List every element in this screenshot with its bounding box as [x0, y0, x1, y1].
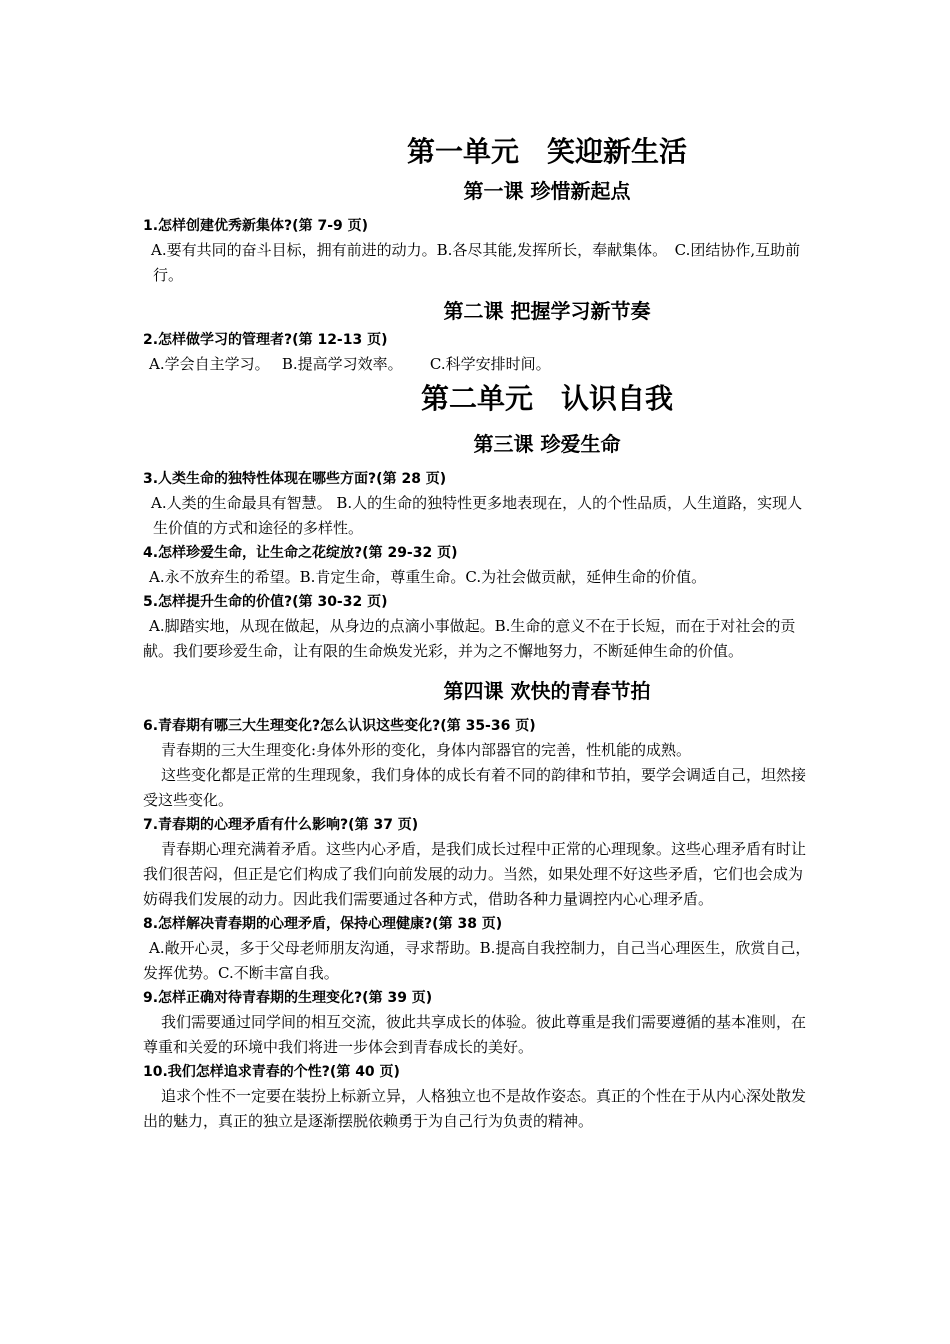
document-content: [143, 130, 811, 1134]
answer-8: A.敞开心灵，多于父母老师朋友沟通，寻求帮助。B.提高自我控制力，自己当心理医生，欣赏自己，发挥优势。C.不断丰富自我。: [143, 939, 811, 982]
question-5: 5.怎样提升生命的价值?(第 30-32 页): [143, 594, 388, 610]
lesson-2-title: 第二课 把握学习新节奏: [443, 299, 651, 323]
answer-1: A.要有共同的奋斗目标，拥有前进的动力。B.各尽其能,发挥所长，奉献集体。 C.团结协作,互助前行。: [151, 241, 801, 284]
answer-7: 青春期心理充满着矛盾。这些内心矛盾，是我们成长过程中正常的心理现象。这些心理矛盾有时让我们很苦闷，但正是它们构成了我们向前发展的动力。当然，如果处理不好这些矛盾，它们也会成为妨碍我们发展的动力。因此我们需要通过各种方式，借助各种力量调控内心心理矛盾。: [143, 840, 807, 908]
lesson-4-title: 第四课 欢快的青春节拍: [443, 679, 651, 703]
answer-5: A.脚踏实地，从现在做起，从身边的点滴小事做起。B.生命的意义不在于长短，而在于对社会的贡献。我们要珍爱生命，让有限的生命焕发光彩，并为之不懈地努力，不断延伸生命的价值。: [143, 617, 796, 660]
question-1: 1.怎样创建优秀新集体?(第 7-9 页): [143, 218, 369, 234]
question-3: 3.人类生命的独特性体现在哪些方面?(第 28 页): [143, 471, 447, 487]
question-10: 10.我们怎样追求青春的个性?(第 40 页): [143, 1064, 400, 1080]
answer-6-part-1: 青春期的三大生理变化:身体外形的变化，身体内部器官的完善，性机能的成熟。: [161, 741, 692, 759]
lesson-1-title: 第一课 珍惜新起点: [463, 179, 631, 203]
question-9: 9.怎样正确对待青春期的生理变化?(第 39 页): [143, 990, 433, 1006]
lesson-3-title: 第三课 珍爱生命: [473, 432, 621, 456]
question-4: 4.怎样珍爱生命，让生命之花绽放?(第 29-32 页): [143, 545, 458, 561]
answer-3: A.人类的生命最具有智慧。 B.人的生命的独特性更多地表现在，人的个性品质，人生道路，实现人生价值的方式和途径的多样性。: [151, 494, 803, 537]
question-8: 8.怎样解决青春期的心理矛盾，保持心理健康?(第 38 页): [143, 916, 503, 932]
answer-10: 追求个性不一定要在装扮上标新立异，人格独立也不是故作姿态。真正的个性在于从内心深处散发出的魅力，真正的独立是逐渐摆脱依赖勇于为自己行为负责的精神。: [143, 1087, 807, 1130]
answer-9: 我们需要通过同学间的相互交流，彼此共享成长的体验。彼此尊重是我们需要遵循的基本准则，在尊重和关爱的环境中我们将进一步体会到青春成长的美好。: [143, 1013, 807, 1056]
unit-1-title: 第一单元 笑迎新生活: [406, 135, 687, 168]
answer-6-part-2: 这些变化都是正常的生理现象，我们身体的成长有着不同的韵律和节拍，要学会调适自己，坦然接受这些变化。: [143, 766, 807, 809]
question-6: 6.青春期有哪三大生理变化?怎么认识这些变化?(第 35-36 页): [143, 718, 536, 734]
unit-2-title: 第二单元 认识自我: [420, 382, 673, 415]
answer-2: A.学会自主学习。 B.提高学习效率。 C.科学安排时间。: [149, 355, 551, 373]
question-2: 2.怎样做学习的管理者?(第 12-13 页): [143, 332, 388, 348]
question-7: 7.青春期的心理矛盾有什么影响?(第 37 页): [143, 817, 419, 833]
answer-4: A.永不放弃生的希望。B.肯定生命，尊重生命。C.为社会做贡献，延伸生命的价值。: [149, 568, 707, 586]
